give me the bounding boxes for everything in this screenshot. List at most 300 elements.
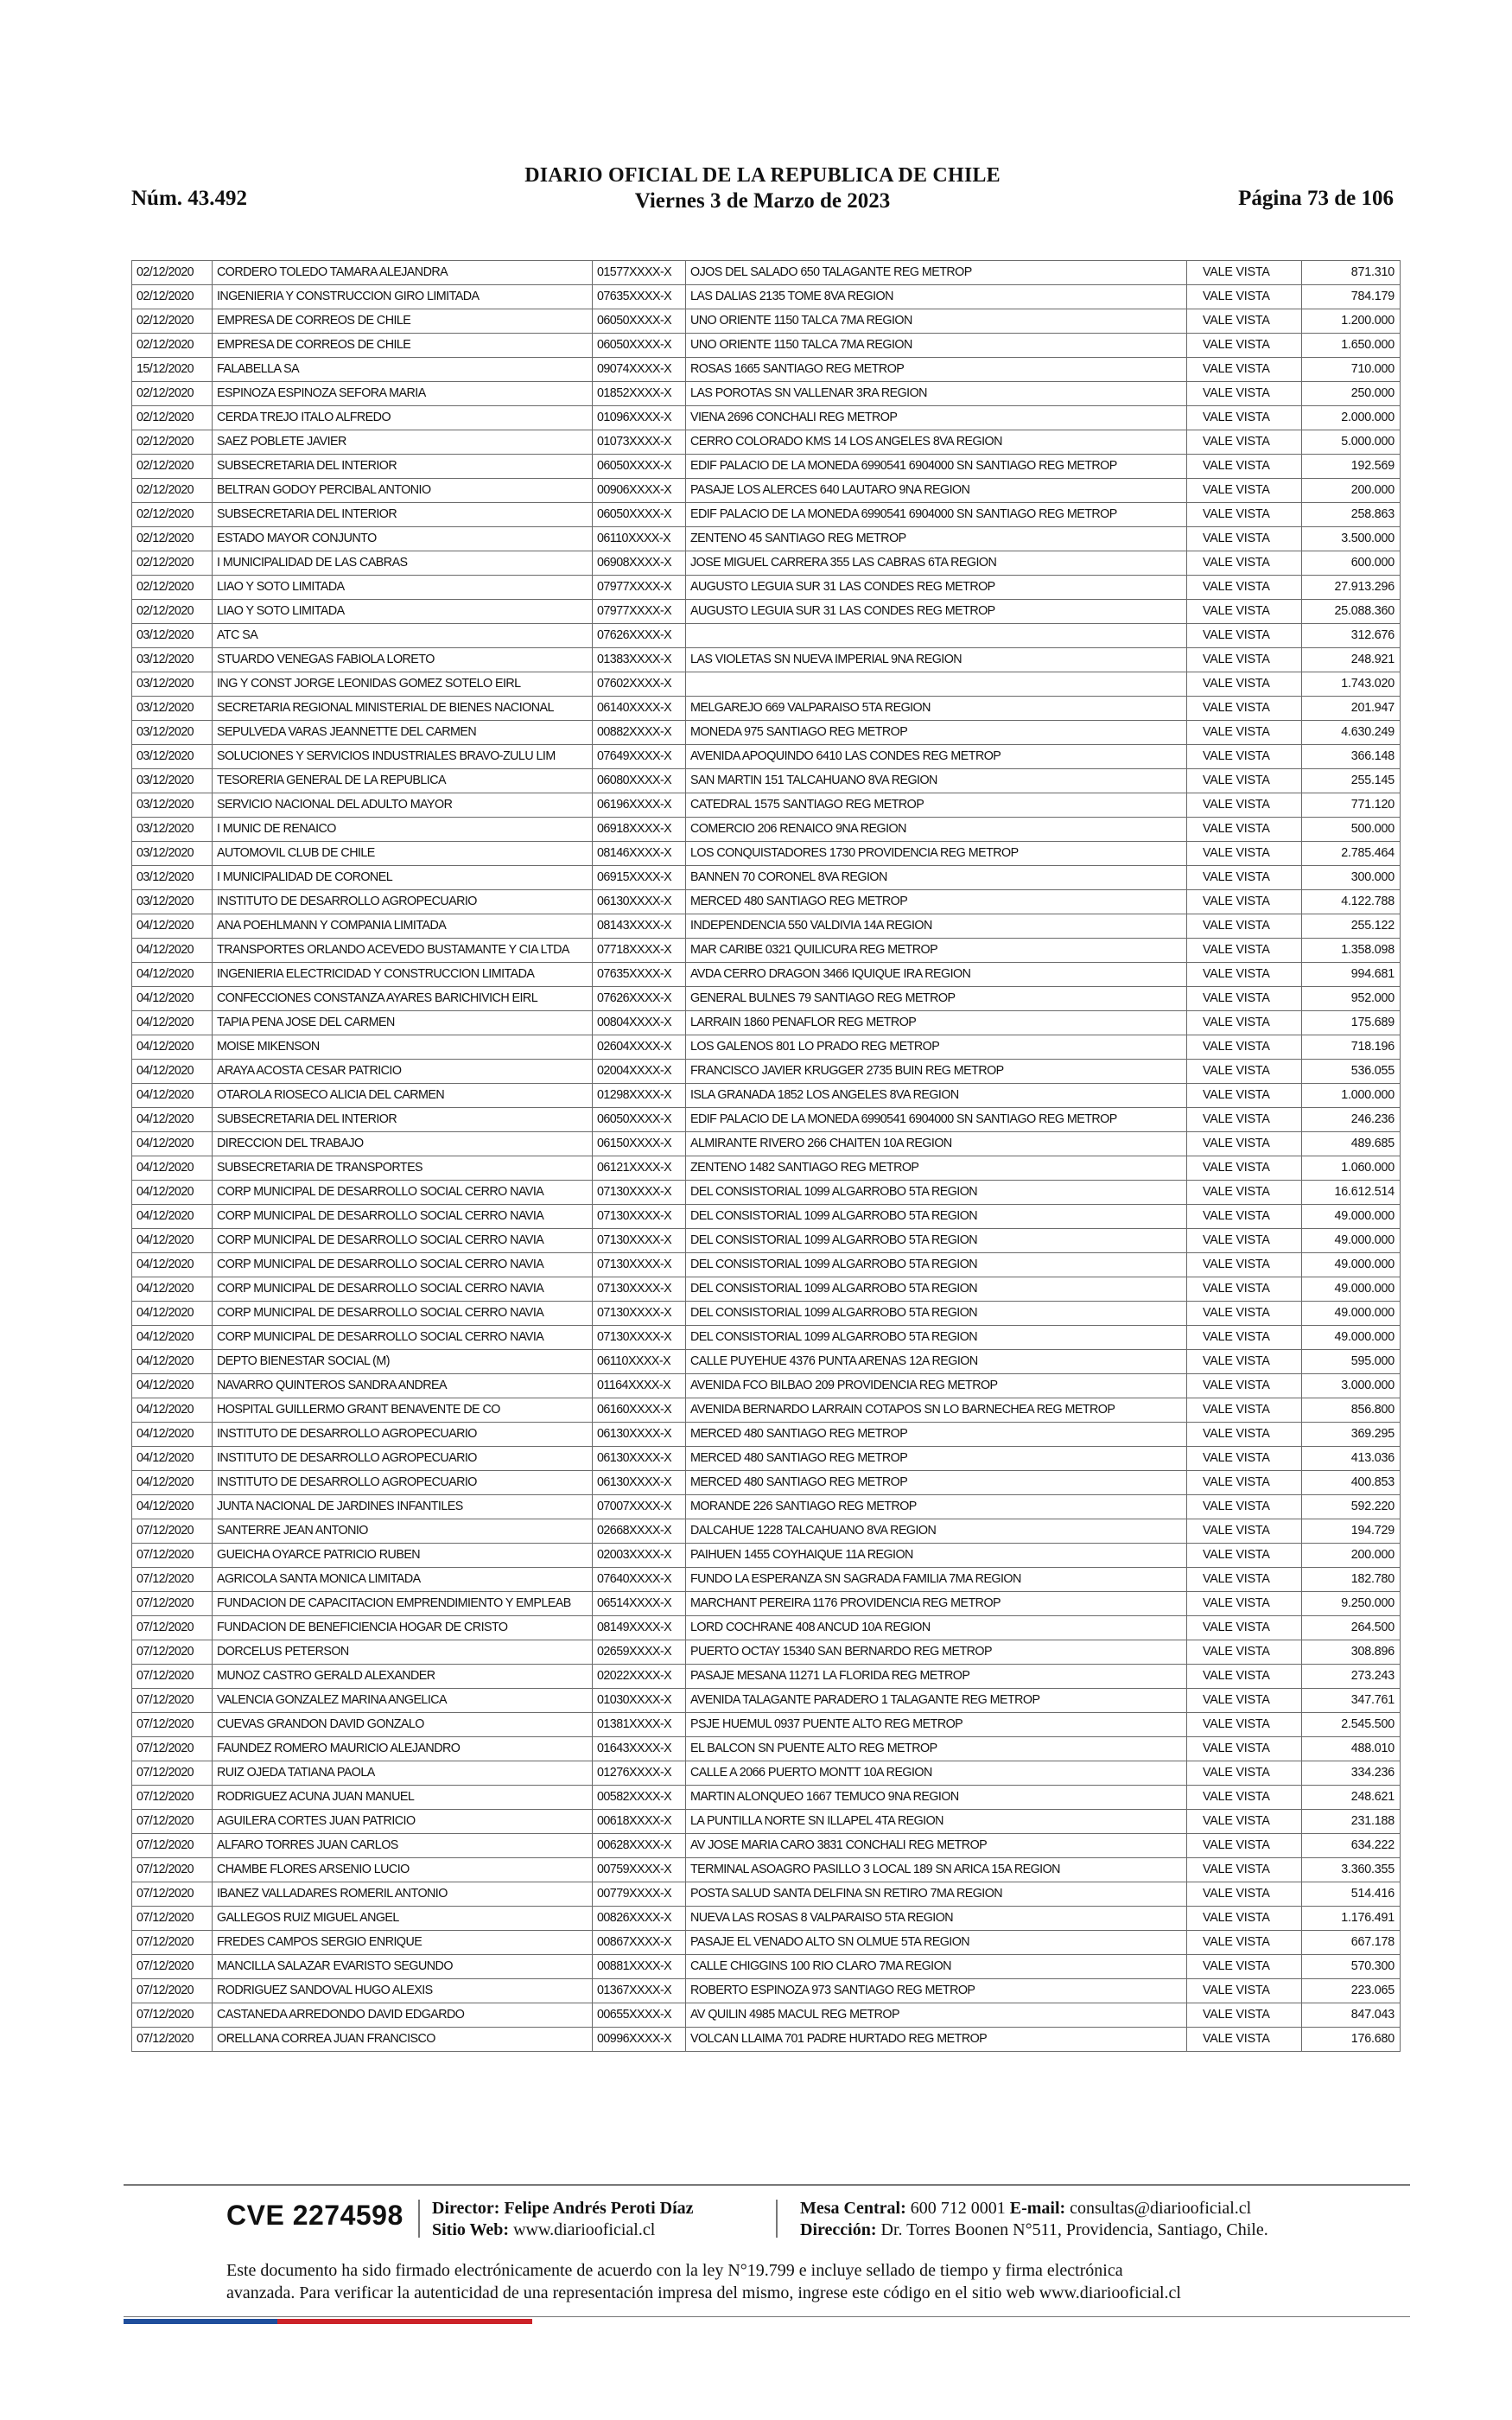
address-cell: AVENIDA TALAGANTE PARADERO 1 TALAGANTE REG METROP bbox=[686, 1689, 1187, 1713]
payment-type-cell: VALE VISTA bbox=[1187, 527, 1302, 551]
beneficiary-cell: ANA POEHLMANN Y COMPANIA LIMITADA bbox=[213, 914, 593, 939]
payment-type-cell: VALE VISTA bbox=[1187, 648, 1302, 672]
amount-cell: 347.761 bbox=[1302, 1689, 1401, 1713]
amount-cell: 847.043 bbox=[1302, 2003, 1401, 2028]
rut-cell: 07130XXXX-X bbox=[593, 1205, 686, 1229]
rut-cell: 07130XXXX-X bbox=[593, 1229, 686, 1253]
address-cell: MONEDA 975 SANTIAGO REG METROP bbox=[686, 721, 1187, 745]
table-row bbox=[132, 1495, 1401, 1519]
rut-cell: 06140XXXX-X bbox=[593, 697, 686, 721]
table-row bbox=[132, 963, 1401, 987]
table-row bbox=[132, 1447, 1401, 1471]
table-row bbox=[132, 1544, 1401, 1568]
address-cell: ALMIRANTE RIVERO 266 CHAITEN 10A REGION bbox=[686, 1132, 1187, 1156]
table-row bbox=[132, 1084, 1401, 1108]
date-cell: 02/12/2020 bbox=[132, 309, 213, 334]
date-cell: 04/12/2020 bbox=[132, 1398, 213, 1423]
payment-type-cell: VALE VISTA bbox=[1187, 721, 1302, 745]
email-label: E-mail: bbox=[1009, 2199, 1066, 2218]
table-row bbox=[132, 697, 1401, 721]
amount-cell: 300.000 bbox=[1302, 866, 1401, 890]
amount-cell: 771.120 bbox=[1302, 793, 1401, 818]
address-cell: LOS GALENOS 801 LO PRADO REG METROP bbox=[686, 1035, 1187, 1060]
rut-cell: 09074XXXX-X bbox=[593, 358, 686, 382]
address-cell: LAS VIOLETAS SN NUEVA IMPERIAL 9NA REGION bbox=[686, 648, 1187, 672]
flag-stripe bbox=[124, 2319, 1410, 2324]
beneficiary-cell: I MUNICIPALIDAD DE CORONEL bbox=[213, 866, 593, 890]
address-cell: LORD COCHRANE 408 ANCUD 10A REGION bbox=[686, 1616, 1187, 1640]
address-cell: AUGUSTO LEGUIA SUR 31 LAS CONDES REG METROP bbox=[686, 576, 1187, 600]
table-row bbox=[132, 382, 1401, 406]
email-link[interactable]: consultas@diariooficial.cl bbox=[1070, 2199, 1252, 2218]
beneficiary-cell: ARAYA ACOSTA CESAR PATRICIO bbox=[213, 1060, 593, 1084]
address-cell: OJOS DEL SALADO 650 TALAGANTE REG METROP bbox=[686, 261, 1187, 285]
beneficiary-cell: JUNTA NACIONAL DE JARDINES INFANTILES bbox=[213, 1495, 593, 1519]
rut-cell: 02668XXXX-X bbox=[593, 1519, 686, 1544]
date-cell: 04/12/2020 bbox=[132, 1302, 213, 1326]
amount-cell: 248.921 bbox=[1302, 648, 1401, 672]
payment-type-cell: VALE VISTA bbox=[1187, 479, 1302, 503]
address-cell: PAIHUEN 1455 COYHAIQUE 11A REGION bbox=[686, 1544, 1187, 1568]
footer-contact-block bbox=[800, 2198, 1268, 2241]
date-cell: 04/12/2020 bbox=[132, 963, 213, 987]
rut-cell: 01367XXXX-X bbox=[593, 1979, 686, 2003]
payment-type-cell: VALE VISTA bbox=[1187, 2028, 1302, 2052]
date-cell: 02/12/2020 bbox=[132, 600, 213, 624]
rut-cell: 06050XXXX-X bbox=[593, 309, 686, 334]
amount-cell: 49.000.000 bbox=[1302, 1205, 1401, 1229]
flag-blue-bar bbox=[124, 2319, 277, 2324]
amount-cell: 595.000 bbox=[1302, 1350, 1401, 1374]
payment-type-cell: VALE VISTA bbox=[1187, 1350, 1302, 1374]
rut-cell: 01643XXXX-X bbox=[593, 1737, 686, 1761]
beneficiary-cell: SUBSECRETARIA DEL INTERIOR bbox=[213, 455, 593, 479]
beneficiary-cell: HOSPITAL GUILLERMO GRANT BENAVENTE DE CO bbox=[213, 1398, 593, 1423]
rut-cell: 07626XXXX-X bbox=[593, 624, 686, 648]
payment-type-cell: VALE VISTA bbox=[1187, 1495, 1302, 1519]
table-row bbox=[132, 1931, 1401, 1955]
payment-type-cell: VALE VISTA bbox=[1187, 866, 1302, 890]
address-cell: EDIF PALACIO DE LA MONEDA 6990541 6904000 SN SANTIAGO REG METROP bbox=[686, 455, 1187, 479]
date-cell: 03/12/2020 bbox=[132, 866, 213, 890]
beneficiary-cell: CASTANEDA ARREDONDO DAVID EDGARDO bbox=[213, 2003, 593, 2028]
address-cell: CATEDRAL 1575 SANTIAGO REG METROP bbox=[686, 793, 1187, 818]
payment-type-cell: VALE VISTA bbox=[1187, 987, 1302, 1011]
payment-type-cell: VALE VISTA bbox=[1187, 1689, 1302, 1713]
amount-cell: 201.947 bbox=[1302, 697, 1401, 721]
beneficiary-cell: INSTITUTO DE DESARROLLO AGROPECUARIO bbox=[213, 1471, 593, 1495]
footer-divider bbox=[124, 2184, 1410, 2186]
payment-type-cell: VALE VISTA bbox=[1187, 382, 1302, 406]
amount-cell: 600.000 bbox=[1302, 551, 1401, 576]
rut-cell: 00655XXXX-X bbox=[593, 2003, 686, 2028]
payment-type-cell: VALE VISTA bbox=[1187, 1181, 1302, 1205]
address-cell: CALLE PUYEHUE 4376 PUNTA ARENAS 12A REGION bbox=[686, 1350, 1187, 1374]
rut-cell: 07635XXXX-X bbox=[593, 963, 686, 987]
rut-cell: 06050XXXX-X bbox=[593, 503, 686, 527]
payment-type-cell: VALE VISTA bbox=[1187, 1713, 1302, 1737]
rut-cell: 00882XXXX-X bbox=[593, 721, 686, 745]
date-cell: 03/12/2020 bbox=[132, 890, 213, 914]
website-link[interactable]: www.diariooficial.cl bbox=[513, 2220, 656, 2239]
amount-cell: 1.650.000 bbox=[1302, 334, 1401, 358]
payments-table bbox=[131, 260, 1401, 2052]
payment-type-cell: VALE VISTA bbox=[1187, 1374, 1302, 1398]
payment-type-cell: VALE VISTA bbox=[1187, 1858, 1302, 1882]
beneficiary-cell: CORP MUNICIPAL DE DESARROLLO SOCIAL CERRO NAVIA bbox=[213, 1326, 593, 1350]
rut-cell: 02022XXXX-X bbox=[593, 1665, 686, 1689]
date-cell: 02/12/2020 bbox=[132, 285, 213, 309]
amount-cell: 856.800 bbox=[1302, 1398, 1401, 1423]
table-row bbox=[132, 285, 1401, 309]
beneficiary-cell: FREDES CAMPOS SERGIO ENRIQUE bbox=[213, 1931, 593, 1955]
date-cell: 07/12/2020 bbox=[132, 1544, 213, 1568]
amount-cell: 49.000.000 bbox=[1302, 1302, 1401, 1326]
table-row bbox=[132, 1810, 1401, 1834]
date-cell: 03/12/2020 bbox=[132, 721, 213, 745]
address-cell: CERRO COLORADO KMS 14 LOS ANGELES 8VA REGION bbox=[686, 430, 1187, 455]
beneficiary-cell: TRANSPORTES ORLANDO ACEVEDO BUSTAMANTE Y CIA LTDA bbox=[213, 939, 593, 963]
date-cell: 07/12/2020 bbox=[132, 1665, 213, 1689]
rut-cell: 01852XXXX-X bbox=[593, 382, 686, 406]
amount-cell: 192.569 bbox=[1302, 455, 1401, 479]
amount-cell: 231.188 bbox=[1302, 1810, 1401, 1834]
address-cell: GENERAL BULNES 79 SANTIAGO REG METROP bbox=[686, 987, 1187, 1011]
rut-cell: 01381XXXX-X bbox=[593, 1713, 686, 1737]
beneficiary-cell: GALLEGOS RUIZ MIGUEL ANGEL bbox=[213, 1907, 593, 1931]
amount-cell: 536.055 bbox=[1302, 1060, 1401, 1084]
address-cell: DEL CONSISTORIAL 1099 ALGARROBO 5TA REGION bbox=[686, 1326, 1187, 1350]
amount-cell: 710.000 bbox=[1302, 358, 1401, 382]
date-cell: 07/12/2020 bbox=[132, 1640, 213, 1665]
beneficiary-cell: RODRIGUEZ ACUNA JUAN MANUEL bbox=[213, 1786, 593, 1810]
beneficiary-cell: ESPINOZA ESPINOZA SEFORA MARIA bbox=[213, 382, 593, 406]
beneficiary-cell: CORP MUNICIPAL DE DESARROLLO SOCIAL CERRO NAVIA bbox=[213, 1181, 593, 1205]
address-cell: AVDA CERRO DRAGON 3466 IQUIQUE IRA REGION bbox=[686, 963, 1187, 987]
address-cell: MORANDE 226 SANTIAGO REG METROP bbox=[686, 1495, 1187, 1519]
payment-type-cell: VALE VISTA bbox=[1187, 261, 1302, 285]
rut-cell: 01383XXXX-X bbox=[593, 648, 686, 672]
table-row bbox=[132, 1060, 1401, 1084]
director-label: Director: bbox=[432, 2199, 500, 2218]
payment-type-cell: VALE VISTA bbox=[1187, 818, 1302, 842]
amount-cell: 500.000 bbox=[1302, 818, 1401, 842]
rut-cell: 01073XXXX-X bbox=[593, 430, 686, 455]
beneficiary-cell: FUNDACION DE CAPACITACION EMPRENDIMIENTO Y EMPLEAB bbox=[213, 1592, 593, 1616]
date-cell: 02/12/2020 bbox=[132, 261, 213, 285]
rut-cell: 00618XXXX-X bbox=[593, 1810, 686, 1834]
rut-cell: 06130XXXX-X bbox=[593, 1423, 686, 1447]
rut-cell: 01164XXXX-X bbox=[593, 1374, 686, 1398]
table-row bbox=[132, 1616, 1401, 1640]
payment-type-cell: VALE VISTA bbox=[1187, 1277, 1302, 1302]
address-cell: LA PUNTILLA NORTE SN ILLAPEL 4TA REGION bbox=[686, 1810, 1187, 1834]
beneficiary-cell: STUARDO VENEGAS FABIOLA LORETO bbox=[213, 648, 593, 672]
beneficiary-cell: CORP MUNICIPAL DE DESARROLLO SOCIAL CERRO NAVIA bbox=[213, 1277, 593, 1302]
rut-cell: 07130XXXX-X bbox=[593, 1181, 686, 1205]
date-cell: 04/12/2020 bbox=[132, 1132, 213, 1156]
payment-type-cell: VALE VISTA bbox=[1187, 1519, 1302, 1544]
table-row bbox=[132, 1568, 1401, 1592]
table-row bbox=[132, 1253, 1401, 1277]
beneficiary-cell: I MUNIC DE RENAICO bbox=[213, 818, 593, 842]
beneficiary-cell: LIAO Y SOTO LIMITADA bbox=[213, 576, 593, 600]
footer-separator bbox=[776, 2200, 778, 2238]
date-cell: 07/12/2020 bbox=[132, 1955, 213, 1979]
date-cell: 03/12/2020 bbox=[132, 697, 213, 721]
amount-cell: 1.060.000 bbox=[1302, 1156, 1401, 1181]
amount-cell: 5.000.000 bbox=[1302, 430, 1401, 455]
amount-cell: 1.000.000 bbox=[1302, 1084, 1401, 1108]
beneficiary-cell: I MUNICIPALIDAD DE LAS CABRAS bbox=[213, 551, 593, 576]
address-cell: EDIF PALACIO DE LA MONEDA 6990541 6904000 SN SANTIAGO REG METROP bbox=[686, 503, 1187, 527]
amount-cell: 1.176.491 bbox=[1302, 1907, 1401, 1931]
payment-type-cell: VALE VISTA bbox=[1187, 1060, 1302, 1084]
rut-cell: 00779XXXX-X bbox=[593, 1882, 686, 1907]
beneficiary-cell: EMPRESA DE CORREOS DE CHILE bbox=[213, 334, 593, 358]
address-cell bbox=[686, 624, 1187, 648]
address-cell: SAN MARTIN 151 TALCAHUANO 8VA REGION bbox=[686, 769, 1187, 793]
beneficiary-cell: RODRIGUEZ SANDOVAL HUGO ALEXIS bbox=[213, 1979, 593, 2003]
date-cell: 03/12/2020 bbox=[132, 745, 213, 769]
date-cell: 04/12/2020 bbox=[132, 1011, 213, 1035]
rut-cell: 01096XXXX-X bbox=[593, 406, 686, 430]
beneficiary-cell: SUBSECRETARIA DE TRANSPORTES bbox=[213, 1156, 593, 1181]
address-cell: CALLE A 2066 PUERTO MONTT 10A REGION bbox=[686, 1761, 1187, 1786]
payment-type-cell: VALE VISTA bbox=[1187, 455, 1302, 479]
table-row bbox=[132, 745, 1401, 769]
amount-cell: 255.122 bbox=[1302, 914, 1401, 939]
table-row bbox=[132, 1035, 1401, 1060]
beneficiary-cell: IBANEZ VALLADARES ROMERIL ANTONIO bbox=[213, 1882, 593, 1907]
payment-type-cell: VALE VISTA bbox=[1187, 1834, 1302, 1858]
table-row bbox=[132, 600, 1401, 624]
beneficiary-cell: RUIZ OJEDA TATIANA PAOLA bbox=[213, 1761, 593, 1786]
payment-type-cell: VALE VISTA bbox=[1187, 1544, 1302, 1568]
address-cell: LAS POROTAS SN VALLENAR 3RA REGION bbox=[686, 382, 1187, 406]
amount-cell: 49.000.000 bbox=[1302, 1277, 1401, 1302]
payment-type-cell: VALE VISTA bbox=[1187, 358, 1302, 382]
address-cell: LAS DALIAS 2135 TOME 8VA REGION bbox=[686, 285, 1187, 309]
table-row bbox=[132, 1398, 1401, 1423]
beneficiary-cell: AGUILERA CORTES JUAN PATRICIO bbox=[213, 1810, 593, 1834]
amount-cell: 176.680 bbox=[1302, 2028, 1401, 2052]
amount-cell: 4.630.249 bbox=[1302, 721, 1401, 745]
amount-cell: 250.000 bbox=[1302, 382, 1401, 406]
rut-cell: 01298XXXX-X bbox=[593, 1084, 686, 1108]
address-cell: PASAJE EL VENADO ALTO SN OLMUE 5TA REGION bbox=[686, 1931, 1187, 1955]
table-row bbox=[132, 479, 1401, 503]
rut-cell: 06050XXXX-X bbox=[593, 455, 686, 479]
rut-cell: 06514XXXX-X bbox=[593, 1592, 686, 1616]
payment-type-cell: VALE VISTA bbox=[1187, 600, 1302, 624]
address-cell: INDEPENDENCIA 550 VALDIVIA 14A REGION bbox=[686, 914, 1187, 939]
address-cell: MARTIN ALONQUEO 1667 TEMUCO 9NA REGION bbox=[686, 1786, 1187, 1810]
amount-cell: 273.243 bbox=[1302, 1665, 1401, 1689]
rut-cell: 02659XXXX-X bbox=[593, 1640, 686, 1665]
address-cell: AV JOSE MARIA CARO 3831 CONCHALI REG METROP bbox=[686, 1834, 1187, 1858]
rut-cell: 06908XXXX-X bbox=[593, 551, 686, 576]
date-cell: 04/12/2020 bbox=[132, 1495, 213, 1519]
payment-type-cell: VALE VISTA bbox=[1187, 1907, 1302, 1931]
table-row bbox=[132, 890, 1401, 914]
payment-type-cell: VALE VISTA bbox=[1187, 890, 1302, 914]
address-cell: EDIF PALACIO DE LA MONEDA 6990541 6904000 SN SANTIAGO REG METROP bbox=[686, 1108, 1187, 1132]
date-cell: 04/12/2020 bbox=[132, 1060, 213, 1084]
rut-cell: 07626XXXX-X bbox=[593, 987, 686, 1011]
amount-cell: 1.200.000 bbox=[1302, 309, 1401, 334]
table-row bbox=[132, 334, 1401, 358]
address-cell: ROSAS 1665 SANTIAGO REG METROP bbox=[686, 358, 1187, 382]
page-number: Página 73 de 106 bbox=[1238, 187, 1394, 210]
payment-type-cell: VALE VISTA bbox=[1187, 672, 1302, 697]
address-cell: MELGAREJO 669 VALPARAISO 5TA REGION bbox=[686, 697, 1187, 721]
amount-cell: 952.000 bbox=[1302, 987, 1401, 1011]
rut-cell: 00826XXXX-X bbox=[593, 1907, 686, 1931]
table-row bbox=[132, 648, 1401, 672]
amount-cell: 488.010 bbox=[1302, 1737, 1401, 1761]
payment-type-cell: VALE VISTA bbox=[1187, 1931, 1302, 1955]
rut-cell: 07640XXXX-X bbox=[593, 1568, 686, 1592]
amount-cell: 49.000.000 bbox=[1302, 1253, 1401, 1277]
beneficiary-cell: INSTITUTO DE DESARROLLO AGROPECUARIO bbox=[213, 890, 593, 914]
rut-cell: 00996XXXX-X bbox=[593, 2028, 686, 2052]
rut-cell: 06918XXXX-X bbox=[593, 818, 686, 842]
beneficiary-cell: SEPULVEDA VARAS JEANNETTE DEL CARMEN bbox=[213, 721, 593, 745]
date-cell: 07/12/2020 bbox=[132, 1713, 213, 1737]
address-cell: AVENIDA BERNARDO LARRAIN COTAPOS SN LO BARNECHEA REG METROP bbox=[686, 1398, 1187, 1423]
date-cell: 04/12/2020 bbox=[132, 987, 213, 1011]
rut-cell: 07130XXXX-X bbox=[593, 1277, 686, 1302]
table-row bbox=[132, 914, 1401, 939]
rut-cell: 02604XXXX-X bbox=[593, 1035, 686, 1060]
amount-cell: 400.853 bbox=[1302, 1471, 1401, 1495]
notice-line: avanzada. Para verificar la autenticidad de una representación impresa del mismo, ingrese este código en el sitio web www.diariooficial.cl bbox=[226, 2283, 1181, 2302]
amount-cell: 9.250.000 bbox=[1302, 1592, 1401, 1616]
date-cell: 04/12/2020 bbox=[132, 1108, 213, 1132]
amount-cell: 175.689 bbox=[1302, 1011, 1401, 1035]
date-cell: 07/12/2020 bbox=[132, 1592, 213, 1616]
table-row bbox=[132, 455, 1401, 479]
payment-type-cell: VALE VISTA bbox=[1187, 1302, 1302, 1326]
issue-number: Núm. 43.492 bbox=[131, 187, 248, 210]
phone-value: 600 712 0001 bbox=[910, 2199, 1006, 2218]
payment-type-cell: VALE VISTA bbox=[1187, 576, 1302, 600]
payment-type-cell: VALE VISTA bbox=[1187, 697, 1302, 721]
beneficiary-cell: CORDERO TOLEDO TAMARA ALEJANDRA bbox=[213, 261, 593, 285]
address-cell: MERCED 480 SANTIAGO REG METROP bbox=[686, 890, 1187, 914]
address-cell: DEL CONSISTORIAL 1099 ALGARROBO 5TA REGION bbox=[686, 1181, 1187, 1205]
masthead bbox=[130, 162, 1395, 214]
table-row bbox=[132, 1229, 1401, 1253]
date-cell: 02/12/2020 bbox=[132, 406, 213, 430]
table-row bbox=[132, 261, 1401, 285]
address-cell: VOLCAN LLAIMA 701 PADRE HURTADO REG METROP bbox=[686, 2028, 1187, 2052]
table-row bbox=[132, 1955, 1401, 1979]
table-row bbox=[132, 1423, 1401, 1447]
beneficiary-cell: ALFARO TORRES JUAN CARLOS bbox=[213, 1834, 593, 1858]
rut-cell: 01276XXXX-X bbox=[593, 1761, 686, 1786]
rut-cell: 08143XXXX-X bbox=[593, 914, 686, 939]
table-row bbox=[132, 866, 1401, 890]
table-row bbox=[132, 1519, 1401, 1544]
date-cell: 07/12/2020 bbox=[132, 1786, 213, 1810]
amount-cell: 3.000.000 bbox=[1302, 1374, 1401, 1398]
rut-cell: 08146XXXX-X bbox=[593, 842, 686, 866]
beneficiary-cell: DIRECCION DEL TRABAJO bbox=[213, 1132, 593, 1156]
date-cell: 15/12/2020 bbox=[132, 358, 213, 382]
date-cell: 04/12/2020 bbox=[132, 1447, 213, 1471]
payment-type-cell: VALE VISTA bbox=[1187, 793, 1302, 818]
publication-date: Viernes 3 de Marzo de 2023 bbox=[634, 189, 891, 213]
amount-cell: 334.236 bbox=[1302, 1761, 1401, 1786]
beneficiary-cell: DORCELUS PETERSON bbox=[213, 1640, 593, 1665]
rut-cell: 06110XXXX-X bbox=[593, 527, 686, 551]
date-cell: 03/12/2020 bbox=[132, 842, 213, 866]
beneficiary-cell: INGENIERIA ELECTRICIDAD Y CONSTRUCCION LIMITADA bbox=[213, 963, 593, 987]
table-row bbox=[132, 1689, 1401, 1713]
table-row bbox=[132, 1665, 1401, 1689]
date-cell: 07/12/2020 bbox=[132, 1568, 213, 1592]
rut-cell: 01030XXXX-X bbox=[593, 1689, 686, 1713]
address-cell: ISLA GRANADA 1852 LOS ANGELES 8VA REGION bbox=[686, 1084, 1187, 1108]
address-cell: DEL CONSISTORIAL 1099 ALGARROBO 5TA REGION bbox=[686, 1229, 1187, 1253]
date-cell: 02/12/2020 bbox=[132, 334, 213, 358]
date-cell: 02/12/2020 bbox=[132, 576, 213, 600]
rut-cell: 07649XXXX-X bbox=[593, 745, 686, 769]
date-cell: 07/12/2020 bbox=[132, 1616, 213, 1640]
table-row bbox=[132, 503, 1401, 527]
rut-cell: 06130XXXX-X bbox=[593, 890, 686, 914]
date-cell: 04/12/2020 bbox=[132, 1229, 213, 1253]
rut-cell: 06080XXXX-X bbox=[593, 769, 686, 793]
table-row bbox=[132, 2028, 1401, 2052]
beneficiary-cell: FUNDACION DE BENEFICIENCIA HOGAR DE CRISTO bbox=[213, 1616, 593, 1640]
payment-type-cell: VALE VISTA bbox=[1187, 1955, 1302, 1979]
date-cell: 02/12/2020 bbox=[132, 479, 213, 503]
amount-cell: 4.122.788 bbox=[1302, 890, 1401, 914]
rut-cell: 06915XXXX-X bbox=[593, 866, 686, 890]
table-row bbox=[132, 551, 1401, 576]
address-cell: TERMINAL ASOAGRO PASILLO 3 LOCAL 189 SN ARICA 15A REGION bbox=[686, 1858, 1187, 1882]
address-cell: PASAJE MESANA 11271 LA FLORIDA REG METROP bbox=[686, 1665, 1187, 1689]
beneficiary-cell: BELTRAN GODOY PERCIBAL ANTONIO bbox=[213, 479, 593, 503]
address-cell: MERCED 480 SANTIAGO REG METROP bbox=[686, 1447, 1187, 1471]
payment-type-cell: VALE VISTA bbox=[1187, 1810, 1302, 1834]
rut-cell: 06050XXXX-X bbox=[593, 334, 686, 358]
date-cell: 07/12/2020 bbox=[132, 1689, 213, 1713]
address-cell: DEL CONSISTORIAL 1099 ALGARROBO 5TA REGION bbox=[686, 1205, 1187, 1229]
table-row bbox=[132, 1277, 1401, 1302]
amount-cell: 592.220 bbox=[1302, 1495, 1401, 1519]
date-cell: 04/12/2020 bbox=[132, 1253, 213, 1277]
payment-type-cell: VALE VISTA bbox=[1187, 1882, 1302, 1907]
table-row bbox=[132, 309, 1401, 334]
date-cell: 02/12/2020 bbox=[132, 503, 213, 527]
amount-cell: 784.179 bbox=[1302, 285, 1401, 309]
payment-type-cell: VALE VISTA bbox=[1187, 1084, 1302, 1108]
payment-type-cell: VALE VISTA bbox=[1187, 2003, 1302, 2028]
beneficiary-cell: CHAMBE FLORES ARSENIO LUCIO bbox=[213, 1858, 593, 1882]
footer-director-block bbox=[432, 2198, 694, 2241]
beneficiary-cell: SUBSECRETARIA DEL INTERIOR bbox=[213, 1108, 593, 1132]
flag-red-bar bbox=[277, 2319, 532, 2324]
rut-cell: 01577XXXX-X bbox=[593, 261, 686, 285]
rut-cell: 06160XXXX-X bbox=[593, 1398, 686, 1423]
beneficiary-cell: DEPTO BIENESTAR SOCIAL (M) bbox=[213, 1350, 593, 1374]
amount-cell: 2.545.500 bbox=[1302, 1713, 1401, 1737]
rut-cell: 00867XXXX-X bbox=[593, 1931, 686, 1955]
